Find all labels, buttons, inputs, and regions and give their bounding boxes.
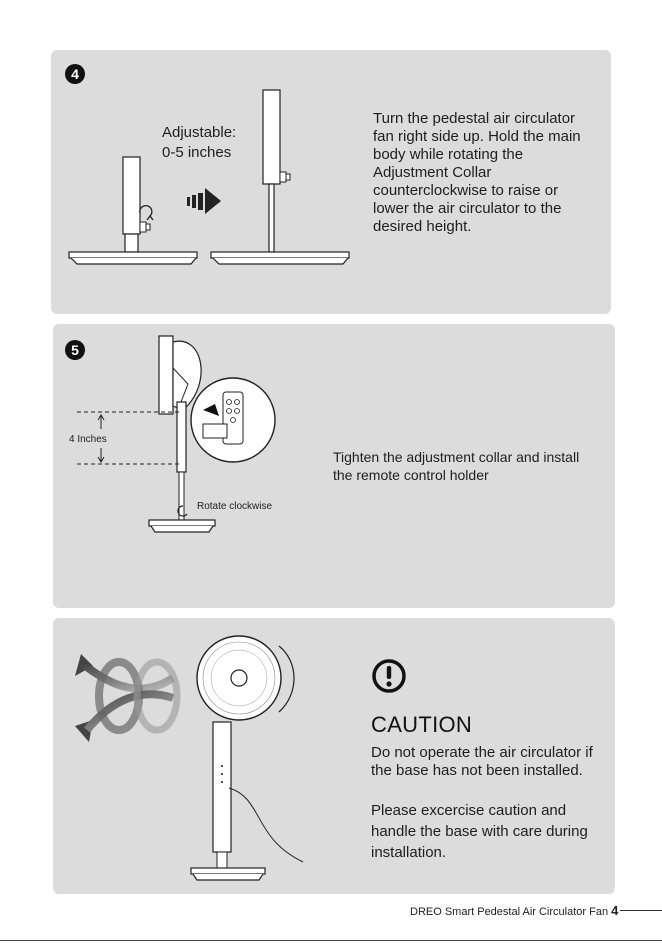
- footer-rule: [620, 910, 662, 911]
- page-number: 4: [611, 903, 619, 918]
- fan-pedestal-short-illustration: [51, 50, 611, 314]
- caution-title: CAUTION: [371, 712, 473, 737]
- step-4-instruction: Turn the pedestal air circulator fan right side up. Hold the main body while rotating the Adjustment Collar counterclockwise to raise or lower the air circulator to the desired height.: [373, 110, 581, 235]
- page-footer: [410, 903, 618, 918]
- caution-panel: [53, 618, 615, 894]
- exclamation-icon: [371, 658, 407, 694]
- caution-text-2: Please excercise caution and handle the base with care during installation.: [371, 802, 588, 861]
- step-4-panel: [51, 50, 611, 314]
- fan-side-view-illustration: [53, 324, 615, 608]
- bottom-rule: [0, 940, 662, 941]
- step-5-panel: [53, 324, 615, 608]
- product-name: DREO Smart Pedestal Air Circulator Fan: [410, 906, 609, 918]
- caution-text-1: Do not operate the air circulator if the base has not been installed.: [371, 744, 593, 779]
- step-number-badge: 5: [65, 340, 85, 360]
- adjustable-label: Adjustable:: [162, 124, 237, 141]
- step-number-badge: 4: [65, 64, 85, 84]
- rotate-clockwise-label: Rotate clockwise: [197, 501, 273, 512]
- adjustable-range-label: 0-5 inches: [162, 144, 232, 161]
- four-inches-label: 4 Inches: [69, 434, 107, 445]
- step-5-instruction: Tighten the adjustment collar and install the remote control holder: [333, 449, 580, 483]
